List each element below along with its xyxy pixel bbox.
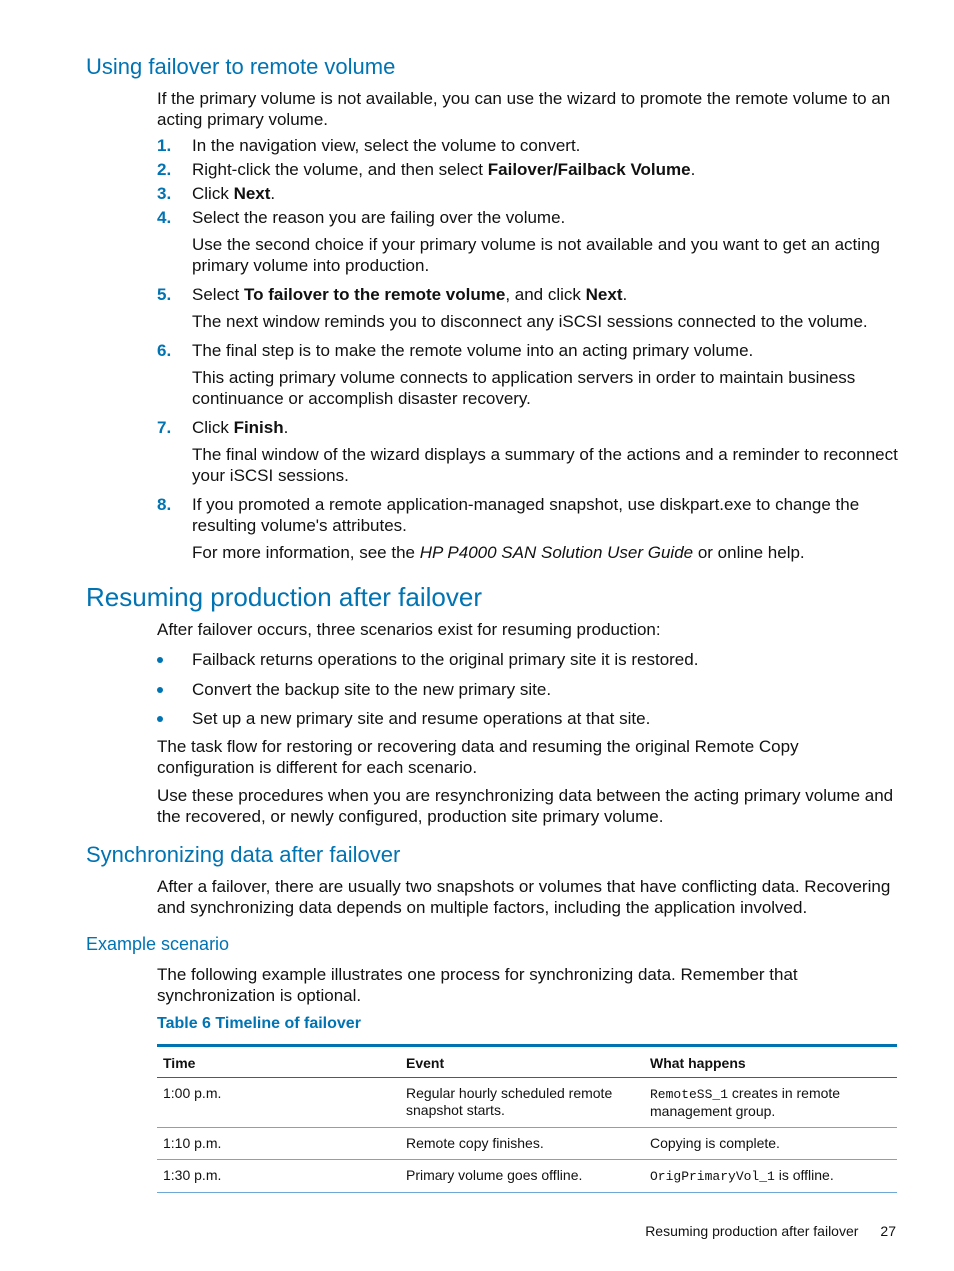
synchronizing-paragraph: After a failover, there are usually two snapshots or volumes that have conflicting data. Recovering and synchronizing data depends on multiple factors, including the application involved.	[157, 877, 891, 917]
task-flow-paragraph: The task flow for restoring or recovering data and resuming the original Remote Copy configuration is different for each scenario.	[157, 737, 799, 777]
event-cell: Regular hourly scheduled remote snapshot starts.	[400, 1078, 644, 1128]
bullet-icon	[157, 657, 163, 663]
time-cell: 1:10 p.m.	[157, 1128, 400, 1160]
table-row	[157, 1128, 897, 1160]
step-5-note: The next window reminds you to disconnect any iSCSI sessions connected to the volume.	[192, 312, 868, 331]
resuming-intro: After failover occurs, three scenarios exist for resuming production:	[157, 620, 661, 639]
what-cell: OrigPrimaryVol_1 is offline.	[644, 1160, 897, 1193]
step-7-note: The final window of the wizard displays a summary of the actions and a reminder to reconnect your iSCSI sessions.	[192, 445, 898, 485]
step-number: 4.	[157, 208, 172, 227]
section-heading-synchronizing: Synchronizing data after failover	[86, 842, 401, 867]
section-heading-example: Example scenario	[86, 934, 230, 954]
step-number: 1.	[157, 136, 172, 155]
section-heading-failover-remote: Using failover to remote volume	[86, 54, 396, 79]
step-6-note: This acting primary volume connects to application servers in order to maintain business continuance or accomplish disaster recovery.	[192, 368, 856, 408]
intro-paragraph: If the primary volume is not available, you can use the wizard to promote the remote volume to an acting primary volume.	[157, 89, 891, 129]
procedures-paragraph: Use these procedures when you are resynchronizing data between the acting primary volume and the recovered, or newly configured, production site primary volume.	[157, 786, 894, 826]
timeline-table	[157, 1044, 897, 1193]
guide-title: HP P4000 SAN Solution User Guide	[419, 543, 694, 562]
step-text: Select To failover to the remote volume, and click Next.	[192, 285, 628, 304]
table-row	[157, 1160, 897, 1193]
table-header-row	[157, 1046, 897, 1078]
page-number: 27	[880, 1223, 896, 1239]
document-page: Using failover to remote volume If the primary volume is not available, you can use the wizard to promote the remote volume to an acting primary volume. 1. In the navigation view, select the volume to convert. 2. Right-click the volume, and then select Failover/Failback Volume. 3. Click Next. 4. Select the reason you are failing over the volume. Use the second choice if your primary volume is not available and you want to get an acting primary volume into production. 5. Select To failover to the remote volume, and click Next. The next window reminds you to disconnect any iSCSI sessions connected to the volume. 6. The final step is to make the remote volume into an acting primary volume. This acting primary volume connects to application servers in order to maintain business continuance or accomplish disaster recovery. 7. Click Finish. The final window of the wizard displays a summary of the actions and a reminder to reconnect your iSCSI sessions. 8. If you promoted a remote application-managed snapshot, use diskpart.exe to change the resulting volume's attributes. For more information, see the HP P4000 SAN Solution User Guide or online help. Resuming production after failover After failover occurs, three scenarios exist for resuming production: Failback returns operations to the original primary site it is restored. Convert the backup site to the new primary site. Set up a new primary site and resume operations at that site. The task flow for restoring or recovering data and resuming the original Remote Copy configuration is different for each scenario. Use these procedures when you are resynchronizing data between the acting primary volume and the recovered, or newly configured, production site primary volume. Synchronizing data after failover After a failover, there are usually two snapshots or volumes that have conflicting data. Recovering and synchronizing data depends on multiple factors, including the application involved. Example scenario The following example illustrates one process for synchronizing data. Remember that synchronization is optional. Table 6 Timeline of failover Time Event What happens 1:00 p.m. Regular hourly scheduled remote snapshot starts. RemoteSS_1 creates in remote management group. 1:10 p.m. Remote copy finishes. Copying is complete. 1:30 p.m. Primary volume goes offline. OrigPrimaryVol_1 is offline. Resuming production after failover 27	[0, 0, 954, 1271]
bullet-icon	[157, 716, 163, 722]
step-text: Select the reason you are failing over the volume.	[192, 208, 566, 227]
table-row	[157, 1078, 897, 1128]
step-8-note: For more information, see the HP P4000 SAN Solution User Guide or online help.	[192, 543, 805, 562]
page-footer	[0, 1223, 896, 1239]
footer-title: Resuming production after failover	[645, 1223, 859, 1239]
section-heading-resuming: Resuming production after failover	[86, 582, 482, 612]
step-4-note: Use the second choice if your primary volume is not available and you want to get an acting primary volume into production.	[192, 235, 880, 275]
time-cell: 1:30 p.m.	[157, 1160, 400, 1193]
bullet-icon	[157, 687, 163, 693]
step-text: Click Finish.	[192, 418, 289, 437]
step-text: In the navigation view, select the volume to convert.	[192, 136, 581, 155]
column-header-event: Event	[400, 1046, 644, 1078]
step-number: 7.	[157, 418, 172, 437]
step-text: Click Next.	[192, 184, 276, 203]
time-cell: 1:00 p.m.	[157, 1078, 400, 1128]
what-cell: Copying is complete.	[644, 1128, 897, 1160]
step-text: If you promoted a remote application-managed snapshot, use diskpart.exe to change the resulting volume's attributes.	[192, 495, 860, 535]
step-number: 3.	[157, 184, 172, 203]
event-cell: Primary volume goes offline.	[400, 1160, 644, 1193]
column-header-what-happens: What happens	[644, 1046, 897, 1078]
what-cell: RemoteSS_1 creates in remote management group.	[644, 1078, 897, 1128]
table-caption: Table 6 Timeline of failover	[157, 1015, 361, 1032]
event-cell: Remote copy finishes.	[400, 1128, 644, 1160]
step-number: 6.	[157, 341, 172, 360]
step-number: 2.	[157, 160, 172, 179]
step-text: Right-click the volume, and then select Failover/Failback Volume.	[192, 160, 696, 179]
step-text: The final step is to make the remote volume into an acting primary volume.	[192, 341, 754, 360]
step-number: 8.	[157, 495, 172, 514]
example-paragraph: The following example illustrates one process for synchronizing data. Remember that synchronization is optional.	[157, 965, 798, 1005]
column-header-time: Time	[157, 1046, 400, 1078]
step-number: 5.	[157, 285, 172, 304]
